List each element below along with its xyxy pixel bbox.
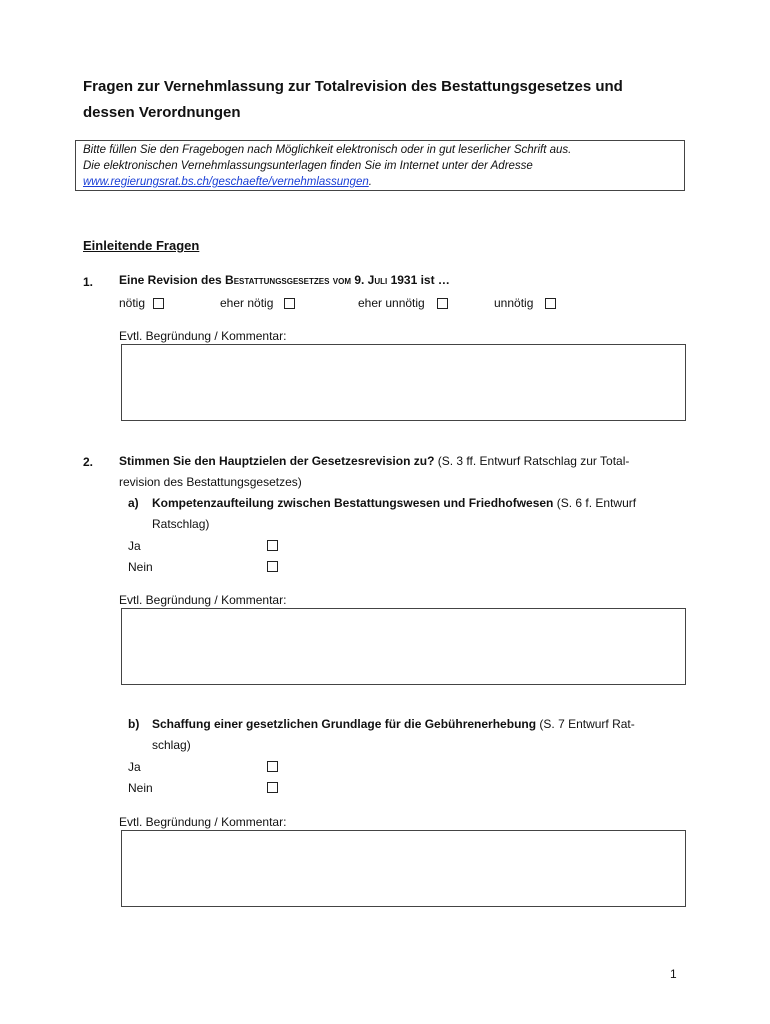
q2-text — [119, 451, 679, 493]
q1-text-part: Eine Revision des — [119, 273, 226, 287]
q2-text-bold: Stimmen Sie den Hauptzielen der Gesetzesrevision zu? — [119, 454, 435, 468]
q1-option-unnoetig — [494, 296, 556, 310]
q2a-text-line-1 — [152, 493, 682, 514]
instructions-line-3 — [83, 174, 677, 190]
q2a-no-label: Nein — [128, 560, 153, 574]
q1-checkbox-noetig[interactable] — [153, 298, 164, 309]
q1-checkbox-eher-unnoetig[interactable] — [437, 298, 448, 309]
q2b-text-line-2: schlag) — [152, 738, 191, 752]
q2b-yes-label: Ja — [128, 760, 141, 774]
q2b-comment-field[interactable] — [121, 830, 686, 907]
q1-option-label: nötig — [119, 296, 146, 310]
q2b-text — [152, 714, 682, 756]
instructions-box — [75, 140, 685, 191]
q2b-text-rest: (S. 7 Entwurf Rat- — [536, 717, 635, 731]
q2b-text-bold: Schaffung einer gesetzlichen Grundlage für die Gebührenerhebung — [152, 717, 537, 731]
q2a-text-rest: (S. 6 f. Entwurf — [553, 496, 637, 510]
q1-text-smallcaps: uli — [374, 273, 388, 287]
q2b-no-label: Nein — [128, 781, 153, 795]
q2a-marker: a) — [128, 496, 139, 510]
q2a-text-line-2: Ratschlag) — [152, 517, 210, 531]
page-number: 1 — [670, 967, 677, 981]
q1-option-eher-unnoetig — [358, 296, 448, 310]
q1-checkbox-eher-noetig[interactable] — [284, 298, 295, 309]
q2-text-rest: (S. 3 ff. Entwurf Ratschlag zur Total- — [434, 454, 630, 468]
q1-text-part: 9. J — [350, 273, 375, 287]
document-title — [83, 74, 693, 126]
section-title: Einleitende Fragen — [83, 238, 200, 253]
link-suffix: . — [368, 176, 372, 188]
title-line-1: Fragen zur Vernehmlassung zur Totalrevision des Bestattungsgesetzes und — [83, 78, 623, 95]
consultation-link[interactable]: www.regierungsrat.bs.ch/geschaefte/vernehmlassungen — [83, 176, 369, 188]
q2b-no-checkbox[interactable] — [267, 782, 278, 793]
q1-option-label: eher unnötig — [358, 296, 425, 310]
q2b-text-line-1 — [152, 714, 682, 735]
q2a-text-bold: Kompetenzaufteilung zwischen Bestattungswesen und Friedhofwesen — [152, 496, 554, 510]
q1-number: 1. — [83, 275, 94, 289]
q2a-comment-field[interactable] — [121, 608, 686, 685]
q2a-text — [152, 493, 682, 535]
q1-option-eher-noetig — [220, 296, 295, 310]
q2a-yes-label: Ja — [128, 539, 141, 553]
q1-option-label: eher nötig — [220, 296, 274, 310]
title-line-2: dessen Verordnungen — [83, 104, 241, 121]
q2a-comment-label: Evtl. Begründung / Kommentar: — [119, 593, 287, 607]
q2a-yes-checkbox[interactable] — [267, 540, 278, 551]
instructions-line-1: Bitte füllen Sie den Fragebogen nach Möglichkeit elektronisch oder in gut leserlicher Schrift aus. — [83, 144, 572, 156]
q2b-marker: b) — [128, 717, 140, 731]
q1-text — [119, 270, 450, 291]
q2-text-line-2: revision des Bestattungsgesetzes) — [119, 475, 302, 489]
q1-comment-field[interactable] — [121, 344, 686, 421]
q1-comment-label: Evtl. Begründung / Kommentar: — [119, 329, 287, 343]
q1-option-noetig — [119, 296, 164, 310]
q1-text-smallcaps: Bestattungsgesetzes vom — [225, 273, 351, 287]
q2a-no-checkbox[interactable] — [267, 561, 278, 572]
q2-number: 2. — [83, 455, 94, 469]
q1-option-label: unnötig — [494, 296, 534, 310]
q1-checkbox-unnoetig[interactable] — [545, 298, 556, 309]
q2b-yes-checkbox[interactable] — [267, 761, 278, 772]
q2b-comment-label: Evtl. Begründung / Kommentar: — [119, 815, 287, 829]
q1-text-part: 1931 ist … — [387, 273, 450, 287]
instructions-line-2: Die elektronischen Vernehmlassungsunterlagen finden Sie im Internet unter der Adresse — [83, 160, 533, 172]
q2-text-line-1 — [119, 451, 679, 472]
